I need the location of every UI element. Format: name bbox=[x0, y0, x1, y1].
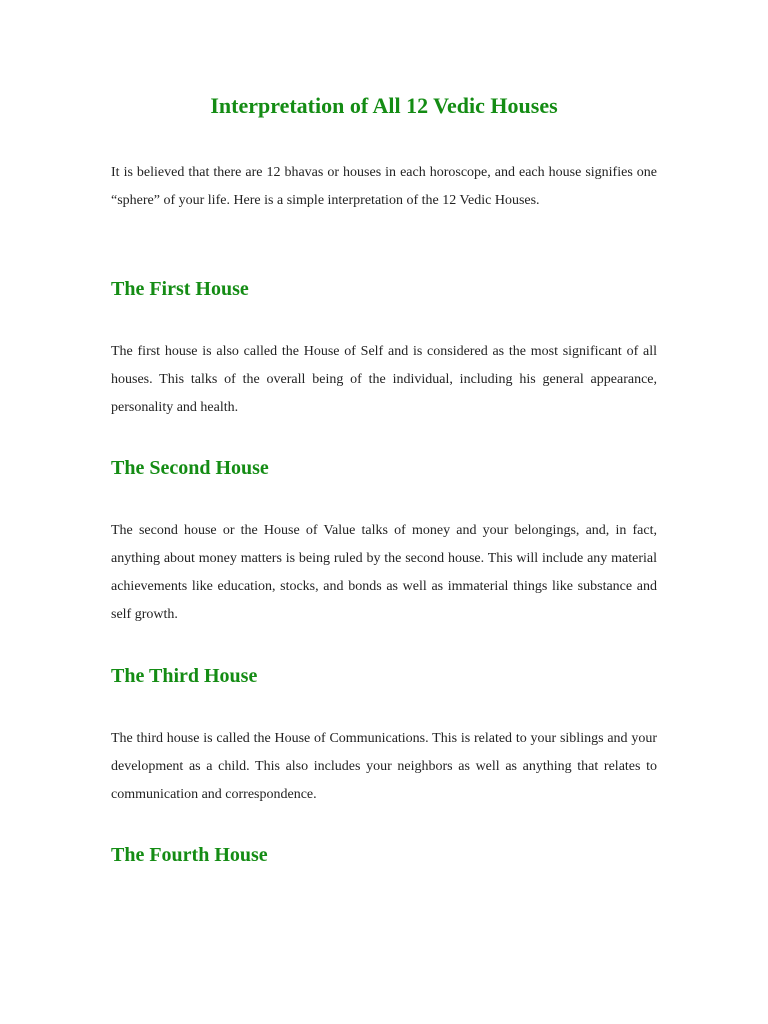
section-heading-second-house: The Second House bbox=[111, 457, 269, 479]
section-body-third-house: The third house is called the House of Communications. This is related to your siblings and your development as a child. This also includes your neighbors as well as anything that relates to communication and correspondence. bbox=[111, 731, 657, 802]
section-heading-fourth-house: The Fourth House bbox=[111, 844, 268, 866]
intro-paragraph: It is believed that there are 12 bhavas or houses in each horoscope, and each house signifies one “sphere” of your life. Here is a simple interpretation of the 12 Vedic Houses. bbox=[111, 165, 657, 208]
document-title: Interpretation of All 12 Vedic Houses bbox=[210, 93, 558, 118]
section-heading-first-house: The First House bbox=[111, 278, 249, 300]
section-body-second-house: The second house or the House of Value talks of money and your belongings, and, in fact, anything about money matters is being ruled by the second house. This will include any material achievements like education, stocks, and bonds as well as immaterial things like substance and self growth. bbox=[111, 523, 657, 622]
section-heading-third-house: The Third House bbox=[111, 665, 258, 687]
section-body-first-house: The first house is also called the House of Self and is considered as the most significant of all houses. This talks of the overall being of the individual, including his general appearance, personality and health. bbox=[111, 344, 657, 415]
